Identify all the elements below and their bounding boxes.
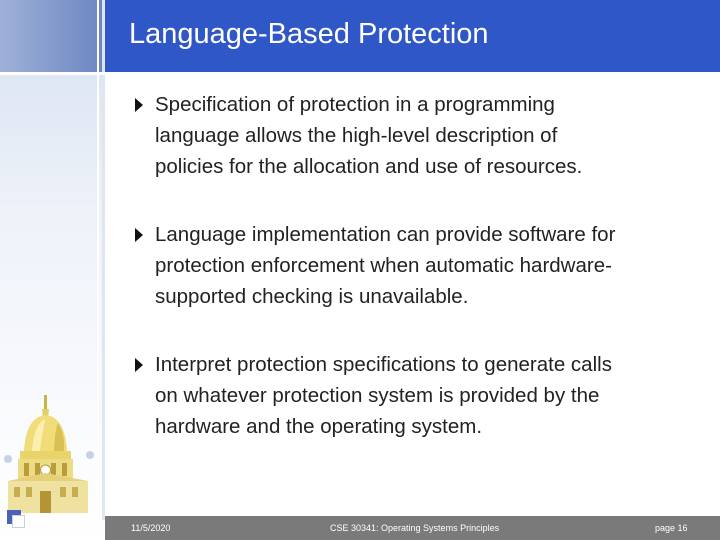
triangle-right-icon <box>135 358 143 372</box>
left-decor-header <box>0 0 103 72</box>
bullet-line: hardware and the operating system. <box>155 415 483 438</box>
logo-square-white <box>12 515 25 528</box>
bullet-line: policies for the allocation and use of resources. <box>155 155 583 178</box>
bullet-item <box>130 349 710 442</box>
footer-page-number: page 16 <box>655 523 688 533</box>
footer-course: CSE 30341: Operating Systems Principles <box>330 523 500 533</box>
bullet-line: protection enforcement when automatic hardware- <box>155 254 612 277</box>
divider-line-inner <box>102 0 105 520</box>
bullet-line: language allows the high-level description of <box>155 124 558 147</box>
golden-dome-building <box>2 393 98 517</box>
footer-date: 11/5/2020 <box>131 523 171 533</box>
bullet-item <box>130 219 710 312</box>
bullet-line: Interpret protection specifications to generate calls <box>155 353 612 376</box>
bullet-list <box>130 89 710 442</box>
bullet-line: Specification of protection in a programming <box>155 93 555 116</box>
footer-bar <box>105 516 720 540</box>
bullet-line: Language implementation can provide software for <box>155 223 616 246</box>
triangle-right-icon <box>135 98 143 112</box>
bullet-line: on whatever protection system is provided by the <box>155 384 600 407</box>
bullet-line: supported checking is unavailable. <box>155 285 469 308</box>
title-underline <box>0 72 720 75</box>
triangle-right-icon <box>135 228 143 242</box>
bullet-item <box>130 89 710 182</box>
slide-title: Language-Based Protection <box>129 18 489 50</box>
